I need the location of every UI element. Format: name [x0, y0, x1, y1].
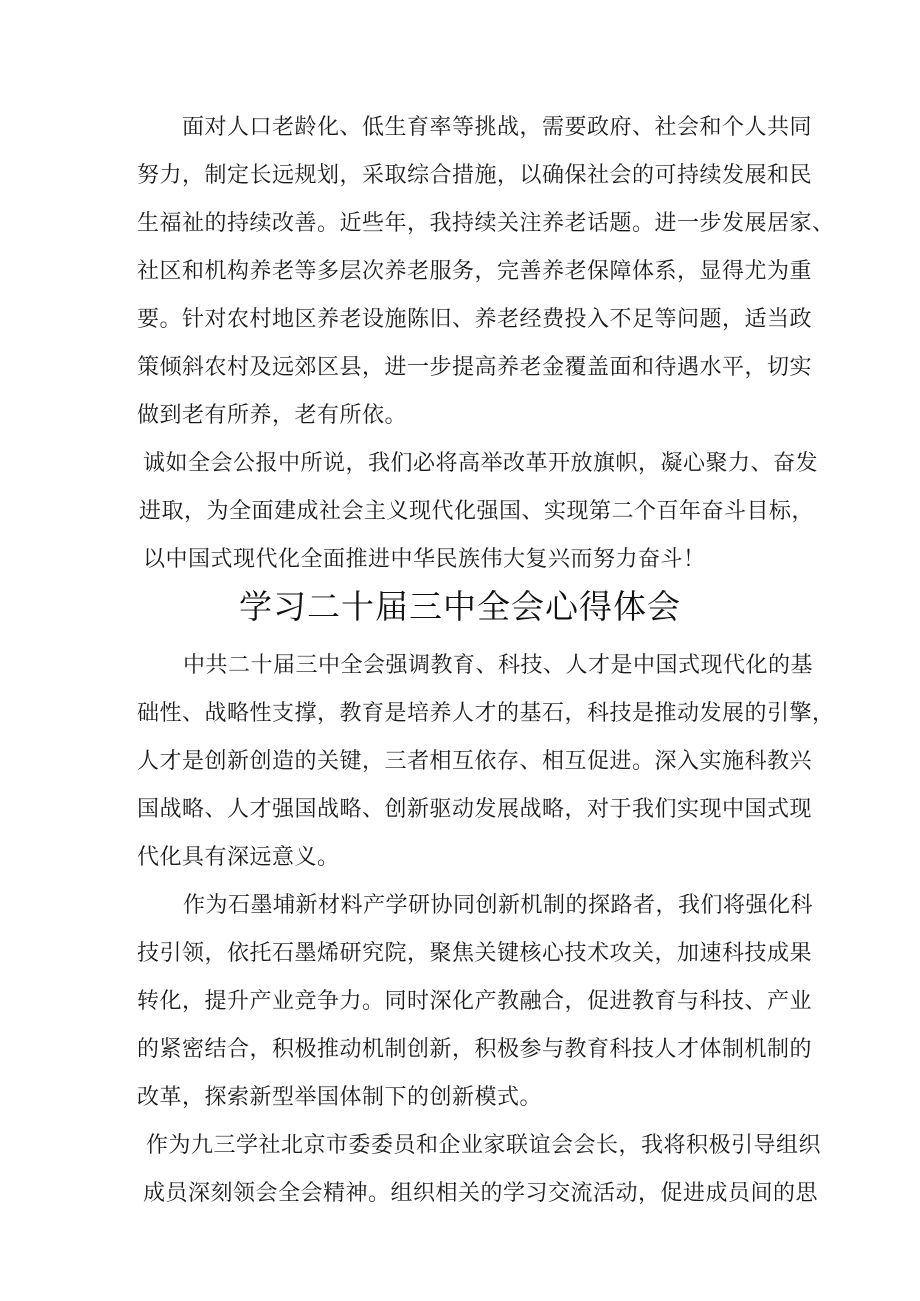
paragraph-line: 努力，制定长远规划，采取综合措施，以确保社会的可持续发展和民 — [137, 163, 813, 188]
paragraph-line: 以中国式现代化全面推进中华民族伟大复兴而努力奋斗！ — [143, 547, 706, 572]
paragraph-line: 中共二十届三中全会强调教育、科技、人才是中国式现代化的基 — [183, 653, 814, 678]
paragraph-line: 础性、战略性支撑，教育是培养人才的基石，科技是推动发展的引擎， — [137, 701, 835, 726]
paragraph-line: 诚如全会公报中所说，我们必将高举改革开放旗帜，凝心聚力、奋发 — [143, 451, 819, 476]
paragraph-line: 人才是创新创造的关键，三者相互依存、相互促进。深入实施科教兴 — [137, 749, 813, 774]
paragraph-line: 技引领，依托石墨烯研究院，聚焦关键核心技术攻关，加速科技成果 — [137, 941, 813, 966]
paragraph-line: 社区和机构养老等多层次养老服务，完善养老保障体系，显得尤为重 — [137, 259, 813, 284]
section-title: 学习二十届三中全会心得体会 — [239, 587, 681, 626]
paragraph-line: 成员深刻领会全会精神。组织相关的学习交流活动，促进成员间的思 — [143, 1181, 819, 1206]
paragraph-line: 生福祉的持续改善。近些年，我持续关注养老话题。进一步发展居家、 — [137, 211, 835, 236]
paragraph-line: 要。针对农村地区养老设施陈旧、养老经费投入不足等问题，适当政 — [137, 307, 813, 332]
paragraph-line: 进取，为全面建成社会主义现代化强国、实现第二个百年奋斗目标， — [139, 499, 815, 524]
paragraph-line: 改革，探索新型举国体制下的创新模式。 — [137, 1085, 543, 1110]
paragraph-line: 的紧密结合，积极推动机制创新，积极参与教育科技人才体制机制的 — [137, 1037, 813, 1062]
paragraph-line: 转化，提升产业竞争力。同时深化产教融合，促进教育与科技、产业 — [137, 989, 813, 1014]
paragraph-line: 策倾斜农村及远郊区县，进一步提高养老金覆盖面和待遇水平，切实 — [137, 355, 813, 380]
paragraph-line: 面对人口老龄化、低生育率等挑战，需要政府、社会和个人共同 — [182, 115, 813, 140]
paragraph-line: 做到老有所养，老有所依。 — [137, 403, 408, 428]
paragraph-line: 作为九三学社北京市委委员和企业家联谊会会长，我将积极引导组织 — [146, 1133, 822, 1158]
paragraph-line: 国战略、人才强国战略、创新驱动发展战略，对于我们实现中国式现 — [137, 797, 813, 822]
paragraph-line: 代化具有深远意义。 — [137, 845, 340, 870]
paragraph-line: 作为石墨埔新材料产学研协同创新机制的探路者，我们将强化科 — [183, 893, 814, 918]
